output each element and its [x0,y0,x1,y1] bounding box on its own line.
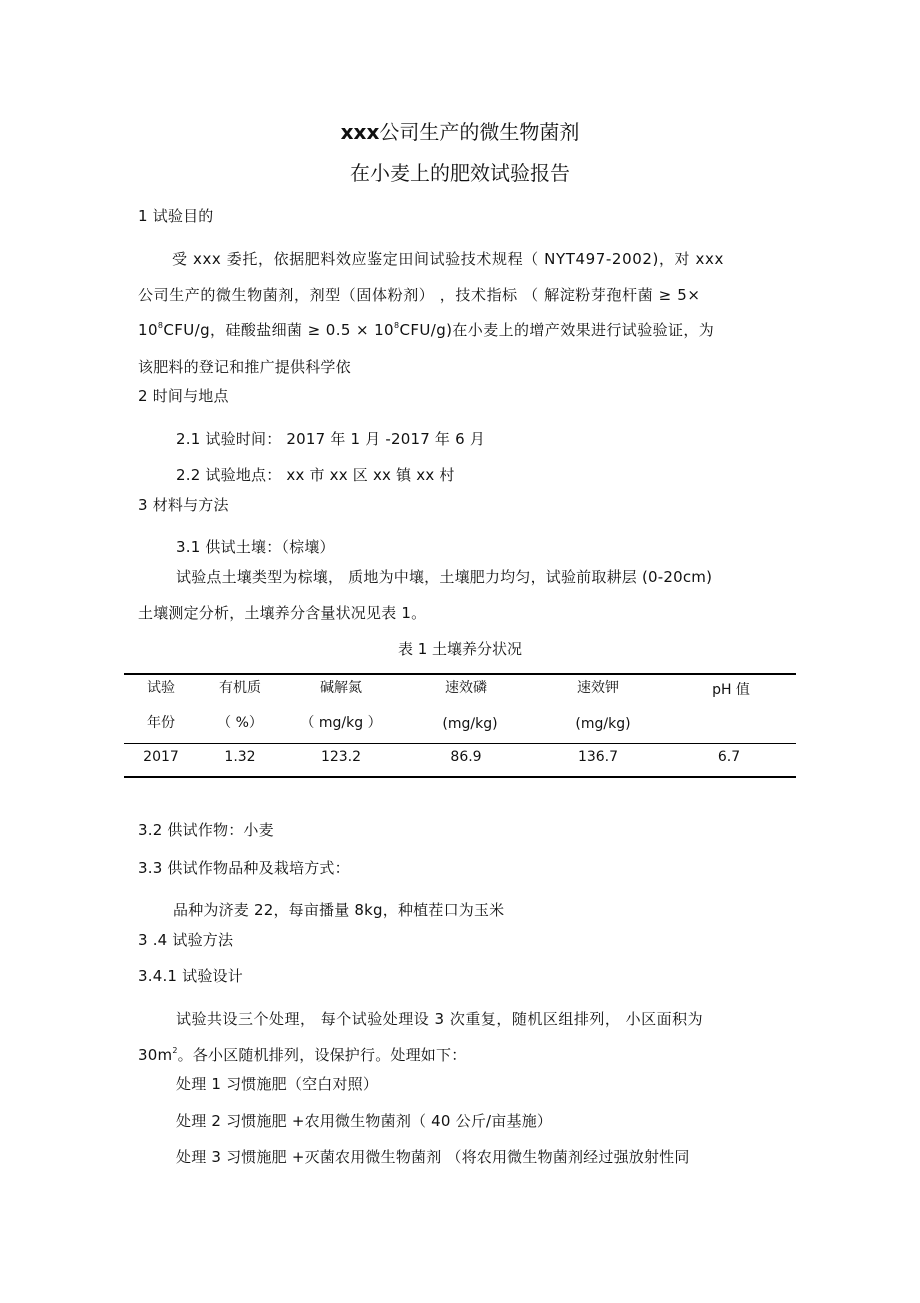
paragraph-line: 该肥料的登记和推广提供科学依 [138,358,351,376]
table-cell-available-k: 136.7 [577,749,619,765]
text-fragment: CFU/g)在小麦上的增产效果进行试验验证，为 [399,321,715,339]
table-cell-available-p: 86.9 [450,749,482,765]
treatment-item: 处理 1 习惯施肥（空白对照） [176,1075,379,1093]
subsection-soil: 3.1 供试土壤：（棕壤） [176,538,335,556]
table-top-rule [124,673,796,675]
paragraph-line: 受 xxx 委托，依据肥料效应鉴定田间试验技术规程（ NYT497-2002)，对 xxx [172,250,724,268]
superscript: 8 [394,321,400,330]
table-header-cell: (mg/kg) [442,716,498,732]
section-heading-materials-methods: 3 材料与方法 [138,496,229,514]
section-heading-time-place: 2 时间与地点 [138,387,229,405]
table-header-cell: 有机质 [219,680,261,696]
table-header-cell: 速效钾 [577,680,619,696]
paragraph-line [138,320,714,340]
table-header-cell: (mg/kg) [575,716,631,732]
text-fragment: CFU/g，硅酸盐细菌 ≥ 0.5 × 10 [163,321,394,339]
table-cell-organic-matter: 1.32 [224,749,256,765]
subsection-methods: 3 .4 试验方法 [138,931,234,949]
table-header-cell: 年份 [147,715,175,731]
paragraph-line: 品种为济麦 22，每亩播量 8kg，种植茬口为玉米 [173,901,505,919]
table-cell-ph: 6.7 [717,749,741,765]
text-fragment: 30m [138,1046,173,1064]
table-mid-rule [124,743,796,744]
subsection-crop: 3.2 供试作物：小麦 [138,821,274,839]
superscript: 8 [157,321,164,330]
text-fragment: 。各小区随机排列，设保护行。处理如下： [177,1046,467,1064]
paragraph-line: 公司生产的微生物菌剂，剂型（固体粉剂） ，技术指标 （ 解淀粉芽孢杆菌 ≥ 5× [138,286,701,304]
treatment-item: 处理 2 习惯施肥 +农用微生物菌剂（ 40 公斤/亩基施） [176,1112,553,1130]
section-heading-purpose: 1 试验目的 [138,207,214,225]
subsection-design: 3.4.1 试验设计 [138,967,243,985]
table-header-cell: pH 值 [712,682,750,698]
treatment-item: 处理 3 习惯施肥 +灭菌农用微生物菌剂 （将农用微生物菌剂经过强放射性同 [176,1148,690,1166]
document-title-line2: 在小麦上的肥效试验报告 [350,161,570,185]
time-item: 2.1 试验时间： 2017 年 1 月 -2017 年 6 月 [176,430,486,448]
subsection-variety: 3.3 供试作物品种及栽培方式： [138,859,350,877]
table-header-cell: 碱解氮 [320,680,362,696]
title-text: 公司生产的微生物菌剂 [379,120,580,144]
table-header-cell: （ mg/kg ） [300,715,382,731]
table-cell-alkali-n: 123.2 [320,749,362,765]
table-bottom-rule [124,776,796,778]
title-company-placeholder: xxx [340,120,380,144]
paragraph-line: 土壤测定分析，土壤养分含量状况见表 1。 [138,604,427,622]
table-header-cell: 试验 [147,680,175,696]
paragraph-line [138,1045,466,1065]
table-header-cell: 速效磷 [445,680,487,696]
table-caption: 表 1 土壤养分状况 [397,640,523,658]
table-cell-year: 2017 [143,749,179,765]
paragraph-line: 试验共设三个处理， 每个试验处理设 3 次重复，随机区组排列， 小区面积为 [176,1010,704,1028]
paragraph-line: 试验点土壤类型为棕壤， 质地为中壤，土壤肥力均匀，试验前取耕层 (0-20cm) [176,568,713,586]
place-item: 2.2 试验地点： xx 市 xx 区 xx 镇 xx 村 [176,466,455,484]
document-title-line1 [0,119,920,145]
superscript: 2 [172,1046,178,1055]
text-fragment: 10 [138,321,158,339]
table-header-cell: （ %） [217,715,263,731]
